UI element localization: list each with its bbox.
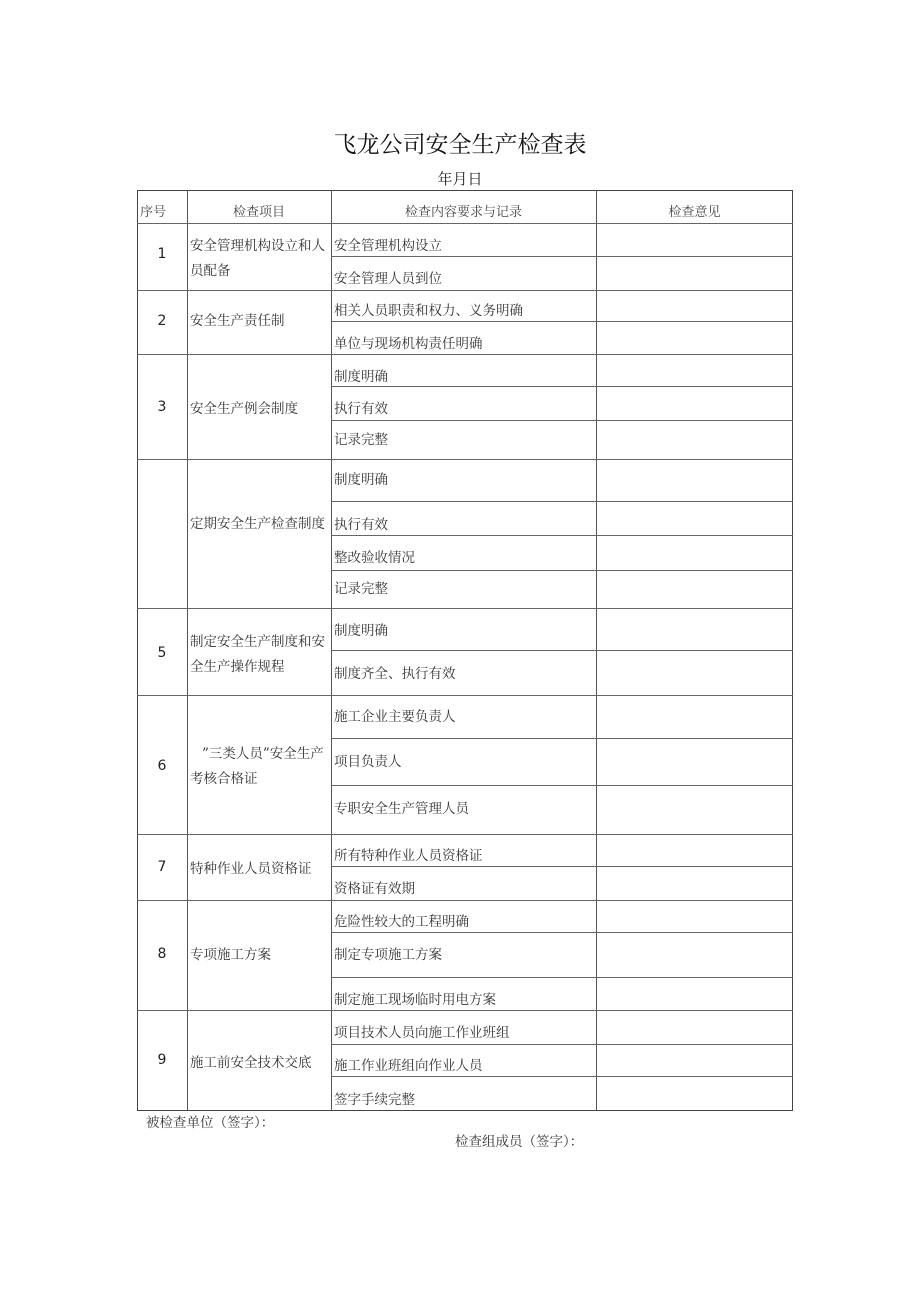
row-number: 6 <box>157 758 167 774</box>
inspected-unit-signature: 被检查单位（签字）： <box>146 1115 275 1131</box>
inspection-team-signature: 检查组成员（签字）： <box>455 1134 584 1150</box>
requirement: 安全管理机构设立 <box>334 238 442 254</box>
check-item: 专项施工方案 <box>190 947 271 963</box>
row-divider-section-3 <box>137 459 793 460</box>
subrow-divider <box>331 501 793 502</box>
requirement: 项目负责人 <box>334 754 402 770</box>
header-requirements: 检查内容要求与记录 <box>404 205 522 220</box>
requirement: 施工企业主要负责人 <box>334 709 456 725</box>
header-item: 检查项目 <box>232 205 285 220</box>
requirement: 制度明确 <box>334 623 388 639</box>
col-divider-1 <box>187 190 188 1111</box>
row-number: 8 <box>157 946 167 962</box>
requirement: 记录完整 <box>334 581 388 597</box>
inspection-table <box>137 190 793 1111</box>
check-item: 定期安全生产检查制度 <box>190 516 325 532</box>
subrow-divider <box>331 420 793 421</box>
row-number: 5 <box>157 645 167 661</box>
header-no: 序号 <box>139 205 166 220</box>
row-number: 7 <box>157 859 167 875</box>
subrow-divider <box>331 650 793 651</box>
requirement: 项目技术人员向施工作业班组 <box>334 1025 510 1041</box>
header-opinion: 检查意见 <box>668 205 721 220</box>
row-divider-section-1 <box>137 290 793 291</box>
requirement: 专职安全生产管理人员 <box>334 801 469 817</box>
requirement: 整改验收情况 <box>334 550 415 566</box>
requirement: 安全管理人员到位 <box>334 271 442 287</box>
requirement: 制度明确 <box>334 369 388 385</box>
check-item: 安全生产例会制度 <box>190 401 298 417</box>
check-item: ”三类人员”安全生产考核合格证 <box>190 746 324 787</box>
row-number: 3 <box>157 399 167 415</box>
check-item: 施工前安全技术交底 <box>190 1055 312 1071</box>
requirement: 签字手续完整 <box>334 1092 415 1108</box>
subrow-divider <box>331 977 793 978</box>
page-title: 飞龙公司安全生产检查表 <box>333 132 587 158</box>
row-number: 9 <box>157 1052 167 1068</box>
subrow-divider <box>331 738 793 739</box>
subrow-divider <box>331 386 793 387</box>
requirement: 制度齐全、执行有效 <box>334 666 456 682</box>
subrow-divider <box>331 785 793 786</box>
requirement: 记录完整 <box>334 432 388 448</box>
subrow-divider <box>331 570 793 571</box>
date-label: 年月日 <box>437 170 483 188</box>
row-divider-section-5 <box>137 695 793 696</box>
check-item: 制定安全生产制度和安全生产操作规程 <box>190 634 325 675</box>
requirement: 相关人员职责和权力、义务明确 <box>334 303 523 319</box>
row-number: 1 <box>157 246 167 262</box>
check-item: 安全管理机构设立和人员配备 <box>190 238 325 279</box>
requirement: 制定施工现场临时用电方案 <box>334 992 496 1008</box>
subrow-divider <box>331 535 793 536</box>
check-item: 特种作业人员资格证 <box>190 861 312 877</box>
row-divider-section-7 <box>137 900 793 901</box>
check-item: 安全生产责任制 <box>190 313 285 329</box>
requirement: 执行有效 <box>334 517 388 533</box>
requirement: 所有特种作业人员资格证 <box>334 848 483 864</box>
requirement: 制度明确 <box>334 472 388 488</box>
requirement: 施工作业班组向作业人员 <box>334 1058 483 1074</box>
requirement: 制定专项施工方案 <box>334 947 442 963</box>
requirement: 单位与现场机构责任明确 <box>334 336 483 352</box>
requirement: 危险性较大的工程明确 <box>334 914 469 930</box>
row-number: 2 <box>157 313 167 329</box>
requirement: 执行有效 <box>334 401 388 417</box>
row-divider-section-4 <box>137 608 793 609</box>
row-divider-section-6 <box>137 834 793 835</box>
requirement: 资格证有效期 <box>334 881 415 897</box>
